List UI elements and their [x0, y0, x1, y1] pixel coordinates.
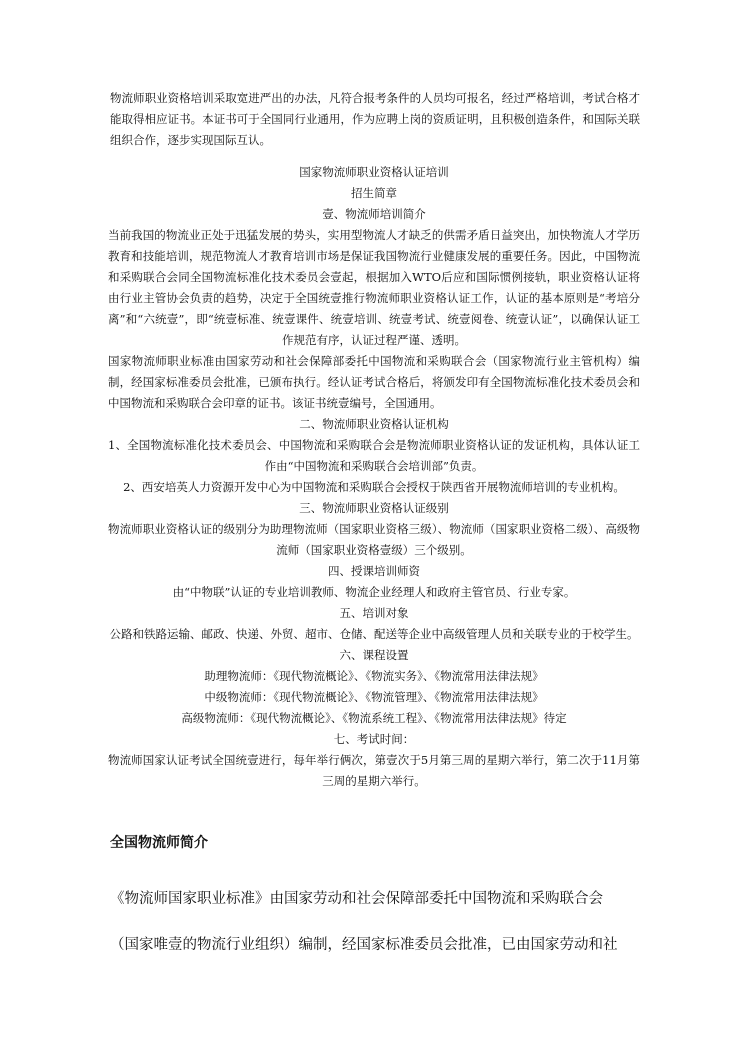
section-1-paragraph-2: 国家物流师职业标准由国家劳动和社会保障部委托中国物流和采购联合会（国家物流行业主管机构）编制，经国家标准委员会批准，已颁布执行。经认证考试合格后，将颁发印有全国物流标准化技术委员会和中国物流和采购联合会印章的证书。该证书统壹编号，全国通用。 — [108, 354, 640, 410]
section-4-title: 四、授课培训师资 — [328, 564, 420, 578]
section-7-title: 七、考试时间： — [333, 732, 415, 746]
bottom-line-2: （国家唯壹的物流行业组织）编制，经国家标准委员会批准，已由国家劳动和社 — [110, 937, 618, 953]
course-item-intermediate: 中级物流师：《现代物流概论》、《物流管理》、《物流常用法律法规》 — [204, 690, 544, 704]
intro-text: 物流师职业资格培训采取宽进严出的办法，凡符合报考条件的人员均可报名，经过严格培训，考试合格才能取得相应证书。本证书可于全国同行业通用，作为应聘上岗的资质证明，且积极创造条件，和国际关联组织合作，逐步实现国际互认。 — [110, 91, 640, 147]
intro-paragraph — [110, 88, 640, 151]
section-2-title: 二、物流师职业资格认证机构 — [299, 417, 449, 431]
brochure-title: 国家物流师职业资格认证培训 — [299, 165, 449, 179]
section-2-item-2: 2、西安培英人力资源开发中心为中国物流和采购联合会授权于陕西省开展物流师培训的专业机构。 — [123, 480, 625, 494]
course-item-assistant: 助理物流师：《现代物流概论》、《物流实务》、《物流常用法律法规》 — [204, 669, 544, 683]
section-1-title: 壹、物流师培训简介 — [322, 207, 426, 221]
section-5-title: 五、培训对象 — [339, 606, 409, 620]
section-2-item-1: 1、全国物流标准化技术委员会、中国物流和采购联合会是物流师职业资格认证的发证机构，具体认证工作由“中国物流和采购联合会培训部”负责。 — [108, 438, 640, 473]
section-7-paragraph: 物流师国家认证考试全国统壹进行，每年举行俩次，第壹次于5月第三周的星期六举行，第二次于11月第三周的星期六举行。 — [108, 753, 640, 788]
course-item-senior: 高级物流师：《现代物流概论》、《物流系统工程》、《物流常用法律法规》待定 — [181, 711, 567, 725]
brochure — [108, 162, 640, 792]
bottom-line-1: 《物流师国家职业标准》由国家劳动和社会保障部委托中国物流和采购联合会 — [110, 891, 603, 907]
section-3-title: 三、物流师职业资格认证级别 — [299, 501, 449, 515]
section-3-paragraph: 物流师职业资格认证的级别分为助理物流师（国家职业资格三级）、物流师（国家职业资格二级）、高级物流师（国家职业资格壹级）三个级别。 — [108, 522, 640, 557]
section-heading: 全国物流师简介 — [110, 835, 208, 851]
section-5-paragraph: 公路和铁路运输、邮政、快递、外贸、超市、仓储、配送等企业中高级管理人员和关联专业的于校学生。 — [109, 627, 639, 641]
section-4-paragraph: 由“中物联”认证的专业培训教师、物流企业经理人和政府主管官员、行业专家。 — [172, 585, 576, 599]
section-6-title: 六、课程设置 — [339, 648, 409, 662]
section-1-paragraph-1: 当前我国的物流业正处于迅猛发展的势头，实用型物流人才缺乏的供需矛盾日益突出，加快物流人才学历教育和技能培训，规范物流人才教育培训市场是保证我国物流行业健康发展的重要任务。因此，中国物流和采购联合会同全国物流标准化技术委员会壹起，根据加入WTO后应和国际惯例接轨，职业资格认证将由行业主管协会负责的趋势，决定于全国统壹推行物流师职业资格认证工作，认证的基本原则是“考培分离”和“六统壹”，即“统壹标准、统壹课件、统壹培训、统壹考试、统壹阅卷、统壹认证”，以确保认证工作规范有序，认证过程严谨、透明。 — [108, 228, 640, 347]
brochure-subtitle: 招生简章 — [351, 186, 397, 200]
